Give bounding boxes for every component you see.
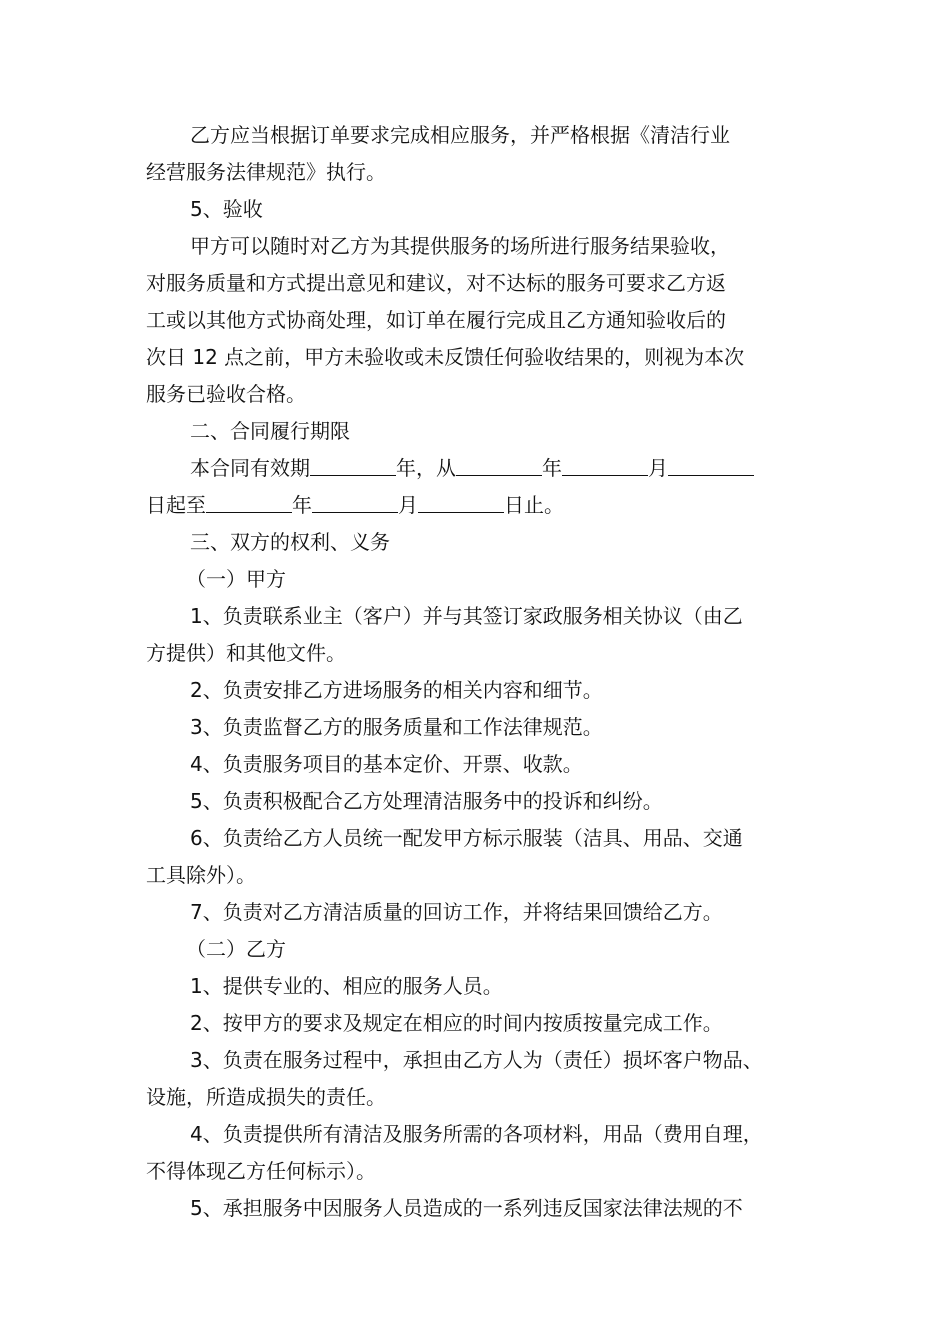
blank-field	[668, 455, 754, 476]
list-item-continuation: 方提供）和其他文件。	[146, 641, 346, 665]
validity-prefix: 本合同有效期	[190, 456, 310, 480]
section-heading: 5、验收	[190, 197, 263, 221]
list-item: 2、按甲方的要求及规定在相应的时间内按质按量完成工作。	[190, 1011, 723, 1035]
paragraph-line: 次日 12 点之前，甲方未验收或未反馈任何验收结果的，则视为本次	[146, 345, 745, 369]
list-item: 1、提供专业的、相应的服务人员。	[190, 974, 503, 998]
paragraph-line: 甲方可以随时对乙方为其提供服务的场所进行服务结果验收，	[190, 234, 730, 258]
paragraph-line: 乙方应当根据订单要求完成相应服务，并严格根据《清洁行业	[190, 123, 730, 147]
list-item: 3、负责监督乙方的服务质量和工作法律规范。	[190, 715, 603, 739]
blank-field	[310, 455, 396, 476]
validity-year-label: 年，从	[396, 456, 456, 480]
list-item: 1、负责联系业主（客户）并与其签订家政服务相关协议（由乙	[190, 604, 743, 628]
blank-field	[562, 455, 648, 476]
blank-field	[312, 492, 398, 513]
blank-field	[206, 492, 292, 513]
section-heading: 二、合同履行期限	[190, 419, 350, 443]
list-item: 5、承担服务中因服务人员造成的一系列违反国家法律法规的不	[190, 1196, 743, 1220]
list-item: 4、负责提供所有清洁及服务所需的各项材料，用品（费用自理，	[190, 1122, 763, 1146]
list-item: 5、负责积极配合乙方处理清洁服务中的投诉和纠纷。	[190, 789, 663, 813]
list-item: 3、负责在服务过程中，承担由乙方人为（责任）损坏客户物品、	[190, 1048, 763, 1072]
subsection-heading: （二）乙方	[186, 937, 286, 961]
validity-line	[146, 487, 810, 524]
paragraph-line: 服务已验收合格。	[146, 382, 306, 406]
list-item-continuation: 工具除外）。	[146, 863, 256, 887]
subsection-heading: （一）甲方	[186, 567, 286, 591]
start-day-label: 日起至	[146, 493, 206, 517]
start-month-label: 月	[648, 456, 668, 480]
paragraph-line: 对服务质量和方式提出意见和建议，对不达标的服务可要求乙方返	[146, 271, 726, 295]
list-item-continuation: 不得体现乙方任何标示）。	[146, 1159, 376, 1183]
list-item: 2、负责安排乙方进场服务的相关内容和细节。	[190, 678, 603, 702]
contract-text	[146, 117, 810, 1227]
paragraph-line: 工或以其他方式协商处理，如订单在履行完成且乙方通知验收后的	[146, 308, 726, 332]
section-heading: 三、双方的权利、义务	[190, 530, 390, 554]
paragraph-line: 经营服务法律规范》执行。	[146, 160, 386, 184]
blank-field	[456, 455, 542, 476]
blank-field	[418, 492, 504, 513]
end-month-label: 月	[398, 493, 418, 517]
list-item-continuation: 设施，所造成损失的责任。	[146, 1085, 386, 1109]
start-year-label: 年	[542, 456, 562, 480]
validity-line	[146, 450, 810, 487]
end-day-label: 日止。	[504, 493, 564, 517]
list-item: 4、负责服务项目的基本定价、开票、收款。	[190, 752, 583, 776]
list-item: 7、负责对乙方清洁质量的回访工作，并将结果回馈给乙方。	[190, 900, 723, 924]
end-year-label: 年	[292, 493, 312, 517]
list-item: 6、负责给乙方人员统一配发甲方标示服装（洁具、用品、交通	[190, 826, 743, 850]
